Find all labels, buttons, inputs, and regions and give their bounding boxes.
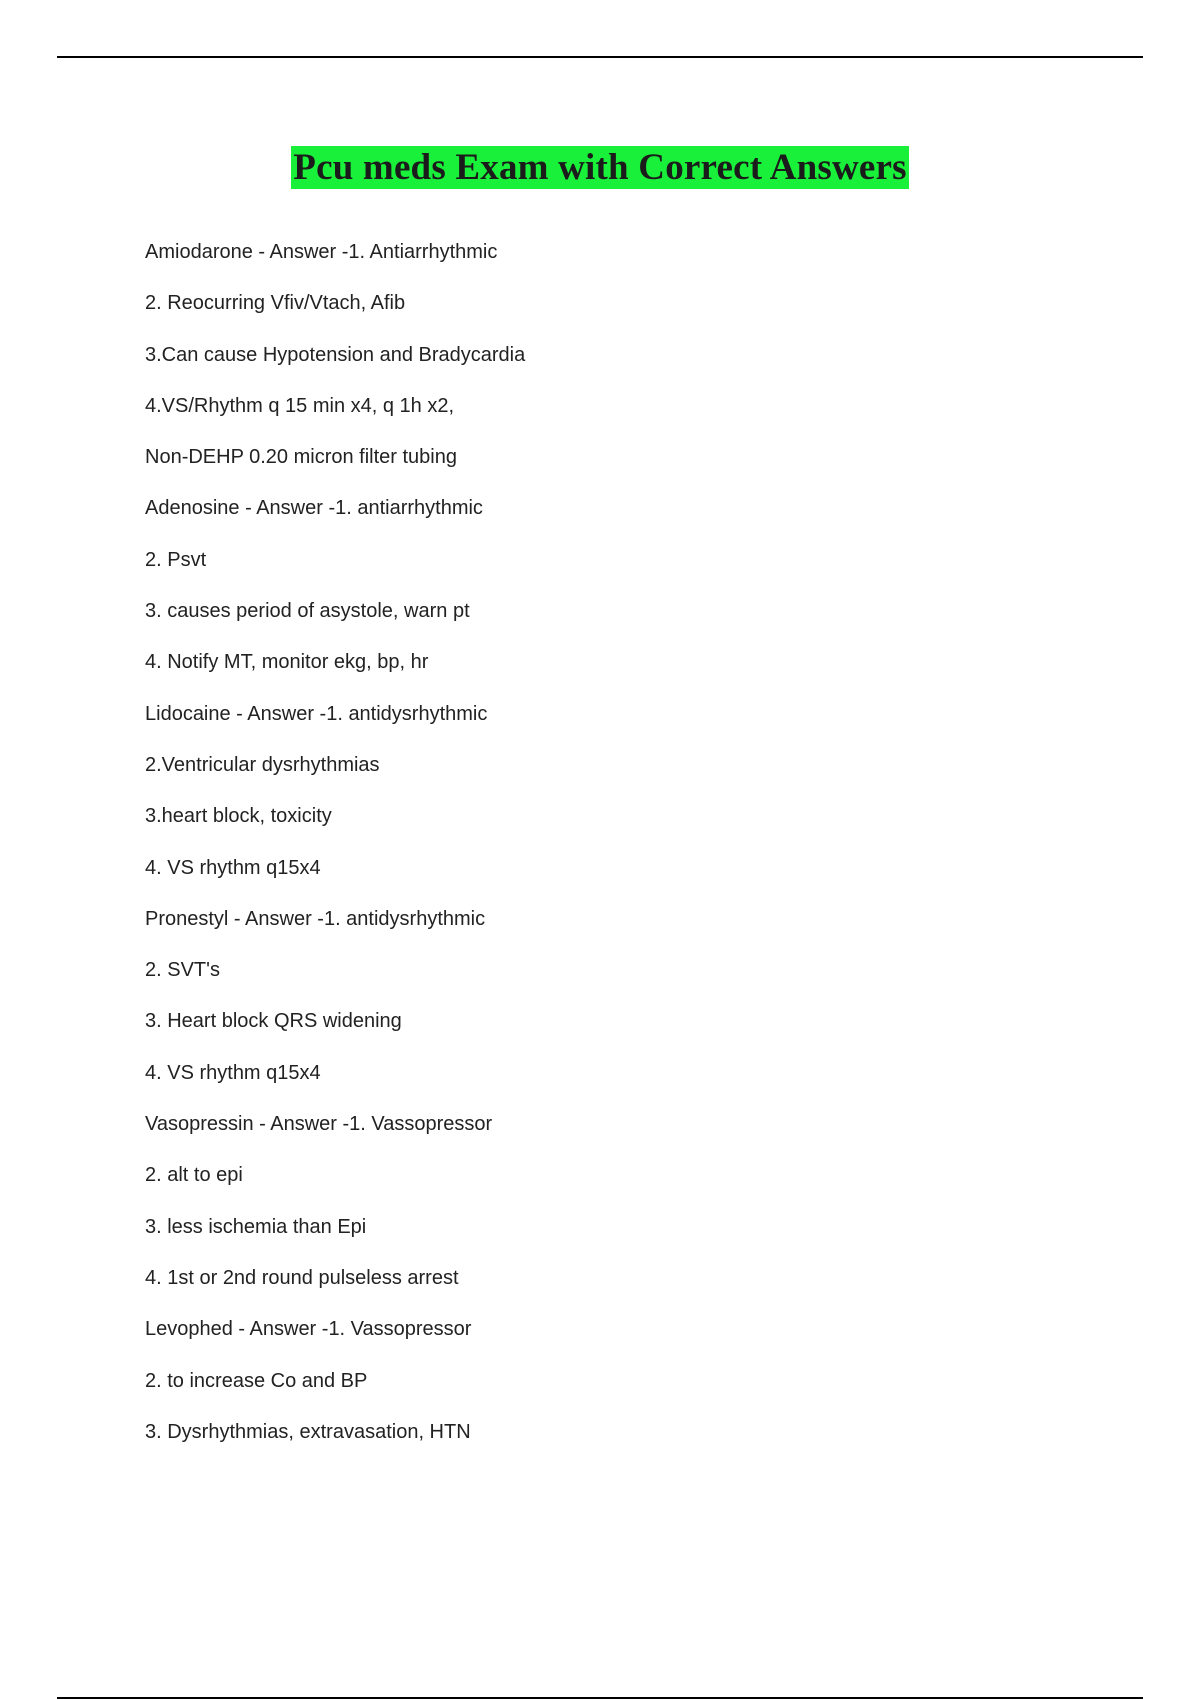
answer-line: Amiodarone - Answer -1. Antiarrhythmic (145, 241, 498, 263)
answer-line: Pronestyl - Answer -1. antidysrhythmic (145, 907, 486, 930)
answer-line: 3. less ischemia than Epi (145, 1215, 367, 1238)
answer-line: 2. alt to epi (145, 1164, 243, 1187)
answer-line: 4. VS rhythm q15x4 (145, 1061, 321, 1084)
header-rule (57, 56, 1143, 58)
footer-rule (57, 1697, 1143, 1699)
answer-line: 2. Reocurring Vfiv/Vtach, Afib (145, 292, 406, 315)
answer-line: 2. to increase Co and BP (145, 1369, 368, 1392)
answer-line: 4.VS/Rhythm q 15 min x4, q 1h x2, (145, 394, 455, 417)
answer-line: 2. SVT's (145, 959, 220, 982)
answer-line: 3. causes period of asystole, warn pt (145, 600, 470, 623)
answer-line: Vasopressin - Answer -1. Vassopressor (145, 1113, 493, 1136)
answer-line: 4. VS rhythm q15x4 (145, 856, 321, 879)
answer-line: Adenosine - Answer -1. antiarrhythmic (145, 497, 483, 520)
answer-line: 2.Ventricular dysrhythmias (145, 753, 380, 776)
answer-list (145, 240, 525, 1471)
answer-line: 3.heart block, toxicity (145, 805, 332, 828)
answer-line: Levophed - Answer -1. Vassopressor (145, 1318, 472, 1341)
answer-line: 4. Notify MT, monitor ekg, bp, hr (145, 651, 429, 674)
answer-line: 3.Can cause Hypotension and Bradycardia (145, 343, 526, 366)
answer-line: 3. Heart block QRS widening (145, 1010, 402, 1033)
document-title: Pcu meds Exam with Correct Answers (293, 147, 907, 188)
answer-line: 2. Psvt (145, 548, 207, 571)
answer-line: Lidocaine - Answer -1. antidysrhythmic (145, 702, 488, 725)
title-container (0, 146, 1200, 189)
answer-line: Non-DEHP 0.20 micron filter tubing (145, 446, 457, 469)
answer-line: 3. Dysrhythmias, extravasation, HTN (145, 1420, 471, 1443)
answer-line: 4. 1st or 2nd round pulseless arrest (145, 1266, 459, 1289)
